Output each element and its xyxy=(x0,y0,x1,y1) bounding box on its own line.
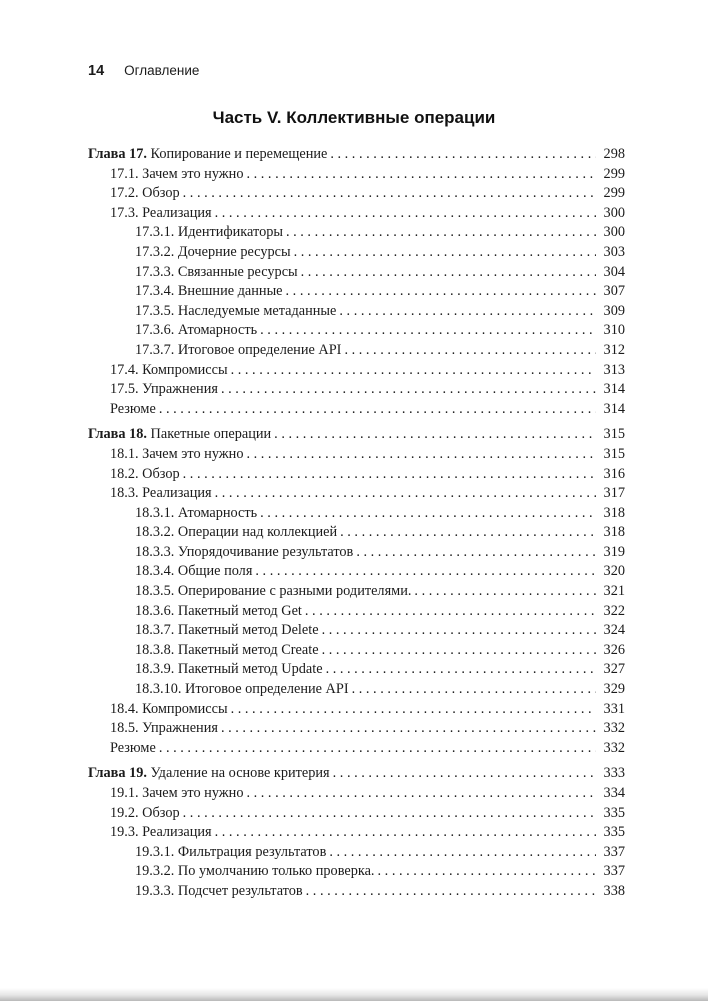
toc-entry-title: 17.3.5. Наследуемые метаданные xyxy=(135,302,337,319)
toc-entry xyxy=(88,641,625,661)
toc-entry xyxy=(88,621,625,641)
toc-entry xyxy=(88,341,625,361)
toc-entry xyxy=(88,165,625,185)
toc-page-number: 314 xyxy=(603,400,625,417)
page-edge-shadow xyxy=(0,988,708,1001)
toc-entry-title: 18.3.7. Пакетный метод Delete xyxy=(135,622,319,639)
toc-entry xyxy=(88,484,625,504)
toc-entry-title: 18.3.10. Итоговое определение API xyxy=(135,681,349,698)
toc-entry-title: 17.3.3. Связанные ресурсы xyxy=(135,263,298,280)
toc-page-number: 299 xyxy=(603,165,625,182)
toc-page-number: 326 xyxy=(603,641,625,658)
dot-leader xyxy=(260,504,596,524)
dot-leader xyxy=(183,465,596,485)
toc-entry xyxy=(88,282,625,302)
toc-entry xyxy=(88,445,625,465)
dot-leader xyxy=(344,341,596,361)
toc-entry-title: 17.3.4. Внешние данные xyxy=(135,283,283,300)
toc-entry-title: 18.3.1. Атомарность xyxy=(135,504,258,521)
toc-entry xyxy=(88,302,625,322)
toc-entry xyxy=(88,204,625,224)
toc-entry-title: 18.3.2. Операции над коллекцией xyxy=(135,524,338,541)
toc-entry-title: 18.3.4. Общие поля xyxy=(135,563,253,580)
toc-page-number: 304 xyxy=(603,263,625,280)
toc-page-number: 329 xyxy=(603,681,625,698)
toc-entry-title: 17.3. Реализация xyxy=(110,204,212,221)
toc-page-number: 322 xyxy=(603,602,625,619)
dot-leader xyxy=(356,543,596,563)
toc-entry xyxy=(88,602,625,622)
dot-leader xyxy=(329,843,596,863)
dot-leader xyxy=(340,523,596,543)
toc-entry-title: 19.3. Реализация xyxy=(110,824,212,841)
toc-entry xyxy=(88,543,625,563)
toc-page-number: 318 xyxy=(603,504,625,521)
dot-leader xyxy=(330,145,596,165)
toc-page-number: 307 xyxy=(603,283,625,300)
toc-page-number: 321 xyxy=(603,583,625,600)
toc-entry xyxy=(88,804,625,824)
toc-page-number: 327 xyxy=(603,661,625,678)
toc-entry xyxy=(88,562,625,582)
toc-entry-title: 17.1. Зачем это нужно xyxy=(110,165,244,182)
toc-entry-title: 17.3.1. Идентификаторы xyxy=(135,224,283,241)
dot-leader xyxy=(339,302,596,322)
dot-leader xyxy=(414,582,596,602)
dot-leader xyxy=(326,660,596,680)
toc-page-number: 310 xyxy=(603,322,625,339)
toc-entry xyxy=(88,145,625,165)
toc-entry-title: 19.1. Зачем это нужно xyxy=(110,785,244,801)
dot-leader xyxy=(221,719,596,739)
dot-leader xyxy=(286,282,596,302)
dot-leader xyxy=(159,400,596,420)
toc-entry-title: 17.3.6. Атомарность xyxy=(135,322,258,339)
toc-page-number: 318 xyxy=(603,524,625,541)
dot-leader xyxy=(378,862,596,882)
dot-leader xyxy=(286,223,596,243)
toc-entry-title: 17.3.2. Дочерние ресурсы xyxy=(135,243,291,260)
toc-entry-title: Резюме xyxy=(110,739,156,756)
toc-entry xyxy=(88,660,625,680)
toc-entry xyxy=(88,823,625,843)
toc-page-number: 313 xyxy=(603,361,625,378)
toc-entry-title: 17.3.7. Итоговое определение API xyxy=(135,341,342,358)
toc-entry xyxy=(88,184,625,204)
dot-leader xyxy=(246,445,596,465)
toc-page-number: 317 xyxy=(603,485,625,502)
page-number: 14 xyxy=(88,63,105,79)
toc-page-number: 324 xyxy=(603,622,625,639)
dot-leader xyxy=(246,784,596,804)
toc-page-number: 331 xyxy=(603,700,625,717)
toc-entry-title: 18.3.9. Пакетный метод Update xyxy=(135,661,323,678)
toc-entry xyxy=(88,400,625,420)
table-of-contents xyxy=(88,145,625,902)
toc-entry xyxy=(88,862,625,882)
dot-leader xyxy=(305,602,596,622)
dot-leader xyxy=(274,425,596,445)
toc-page-number: 334 xyxy=(603,785,625,801)
dot-leader xyxy=(322,641,596,661)
toc-entry xyxy=(88,523,625,543)
toc-page-number: 312 xyxy=(603,341,625,358)
toc-page-number: 300 xyxy=(603,204,625,221)
toc-page-number: 338 xyxy=(603,882,625,899)
dot-leader xyxy=(215,484,596,504)
dot-leader xyxy=(221,380,596,400)
dot-leader xyxy=(231,700,596,720)
toc-entry-title: 18.3.8. Пакетный метод Create xyxy=(135,641,319,658)
dot-leader xyxy=(255,562,596,582)
toc-entry-title: 17.5. Упражнения xyxy=(110,381,218,398)
toc-entry xyxy=(88,739,625,759)
toc-page-number: 332 xyxy=(603,739,625,756)
toc-entry-title: 18.4. Компромиссы xyxy=(110,700,228,717)
toc-page-number: 300 xyxy=(603,224,625,241)
toc-entry-title: Резюме xyxy=(110,400,156,417)
dot-leader xyxy=(294,243,596,263)
toc-entry-title: 17.2. Обзор xyxy=(110,185,180,202)
toc-entry-title: 19.2. Обзор xyxy=(110,804,180,821)
toc-page-number: 337 xyxy=(603,843,625,860)
dot-leader xyxy=(301,263,596,283)
toc-page-number: 335 xyxy=(603,804,625,821)
chapter-label: Глава 19. xyxy=(88,765,151,782)
toc-entry-title: 19.3.2. По умолчанию только проверка. xyxy=(135,863,375,880)
toc-entry xyxy=(88,465,625,485)
toc-page-number: 319 xyxy=(603,543,625,560)
toc-entry xyxy=(88,719,625,739)
running-header xyxy=(88,63,199,79)
toc-entry xyxy=(88,380,625,400)
toc-page-number: 333 xyxy=(603,765,625,782)
toc-entry-title: 19.3.1. Фильтрация результатов xyxy=(135,843,327,860)
toc-entry xyxy=(88,843,625,863)
toc-entry-title: 18.2. Обзор xyxy=(110,465,180,482)
dot-leader xyxy=(352,680,596,700)
toc-page-number: 315 xyxy=(603,445,625,462)
toc-entry-title: 18.3. Реализация xyxy=(110,485,212,502)
toc-entry xyxy=(88,504,625,524)
dot-leader xyxy=(306,882,596,902)
toc-entry-title: 18.3.6. Пакетный метод Get xyxy=(135,602,302,619)
dot-leader xyxy=(231,361,596,381)
dot-leader xyxy=(215,204,596,224)
dot-leader xyxy=(322,621,596,641)
toc-entry xyxy=(88,425,625,445)
dot-leader xyxy=(183,804,596,824)
toc-entry-title: Копирование и перемещение xyxy=(150,146,328,162)
toc-page-number: 335 xyxy=(603,824,625,841)
chapter-label: Глава 17. xyxy=(88,146,151,162)
toc-page-number: 303 xyxy=(603,243,625,260)
toc-entry-title: 19.3.3. Подсчет результатов xyxy=(135,882,303,899)
dot-leader xyxy=(333,764,596,784)
toc-entry xyxy=(88,882,625,902)
toc-entry xyxy=(88,700,625,720)
toc-entry-title: 18.5. Упражнения xyxy=(110,720,218,737)
toc-page-number: 314 xyxy=(603,381,625,398)
dot-leader xyxy=(215,823,596,843)
toc-page-number: 309 xyxy=(603,302,625,319)
toc-entry xyxy=(88,784,625,804)
toc-entry xyxy=(88,680,625,700)
dot-leader xyxy=(183,184,596,204)
toc-entry xyxy=(88,243,625,263)
toc-page-number: 299 xyxy=(603,185,625,202)
toc-page-number: 332 xyxy=(603,720,625,737)
toc-entry-title: 17.4. Компромиссы xyxy=(110,361,228,378)
toc-entry-title: 18.3.3. Упорядочивание результатов xyxy=(135,543,354,560)
toc-page-number: 320 xyxy=(603,563,625,580)
dot-leader xyxy=(246,165,596,185)
toc-entry xyxy=(88,361,625,381)
toc-entry-title: 18.3.5. Оперирование с разными родителями. xyxy=(135,583,412,600)
toc-entry xyxy=(88,223,625,243)
toc-page-number: 298 xyxy=(603,146,625,162)
toc-entry xyxy=(88,582,625,602)
toc-entry-title: Пакетные операции xyxy=(150,426,272,443)
toc-entry xyxy=(88,263,625,283)
running-header-title: Оглавление xyxy=(124,63,200,78)
chapter-label: Глава 18. xyxy=(88,426,151,443)
dot-leader xyxy=(260,321,596,341)
toc-entry-title: Удаление на основе критерия xyxy=(150,765,330,782)
toc-entry xyxy=(88,764,625,784)
toc-entry xyxy=(88,321,625,341)
part-title: Часть V. Коллективные операции xyxy=(212,108,496,127)
toc-page-number: 337 xyxy=(603,863,625,880)
toc-page-number: 315 xyxy=(603,426,625,443)
dot-leader xyxy=(159,739,596,759)
toc-page-number: 316 xyxy=(603,465,625,482)
toc-entry-title: 18.1. Зачем это нужно xyxy=(110,445,244,462)
